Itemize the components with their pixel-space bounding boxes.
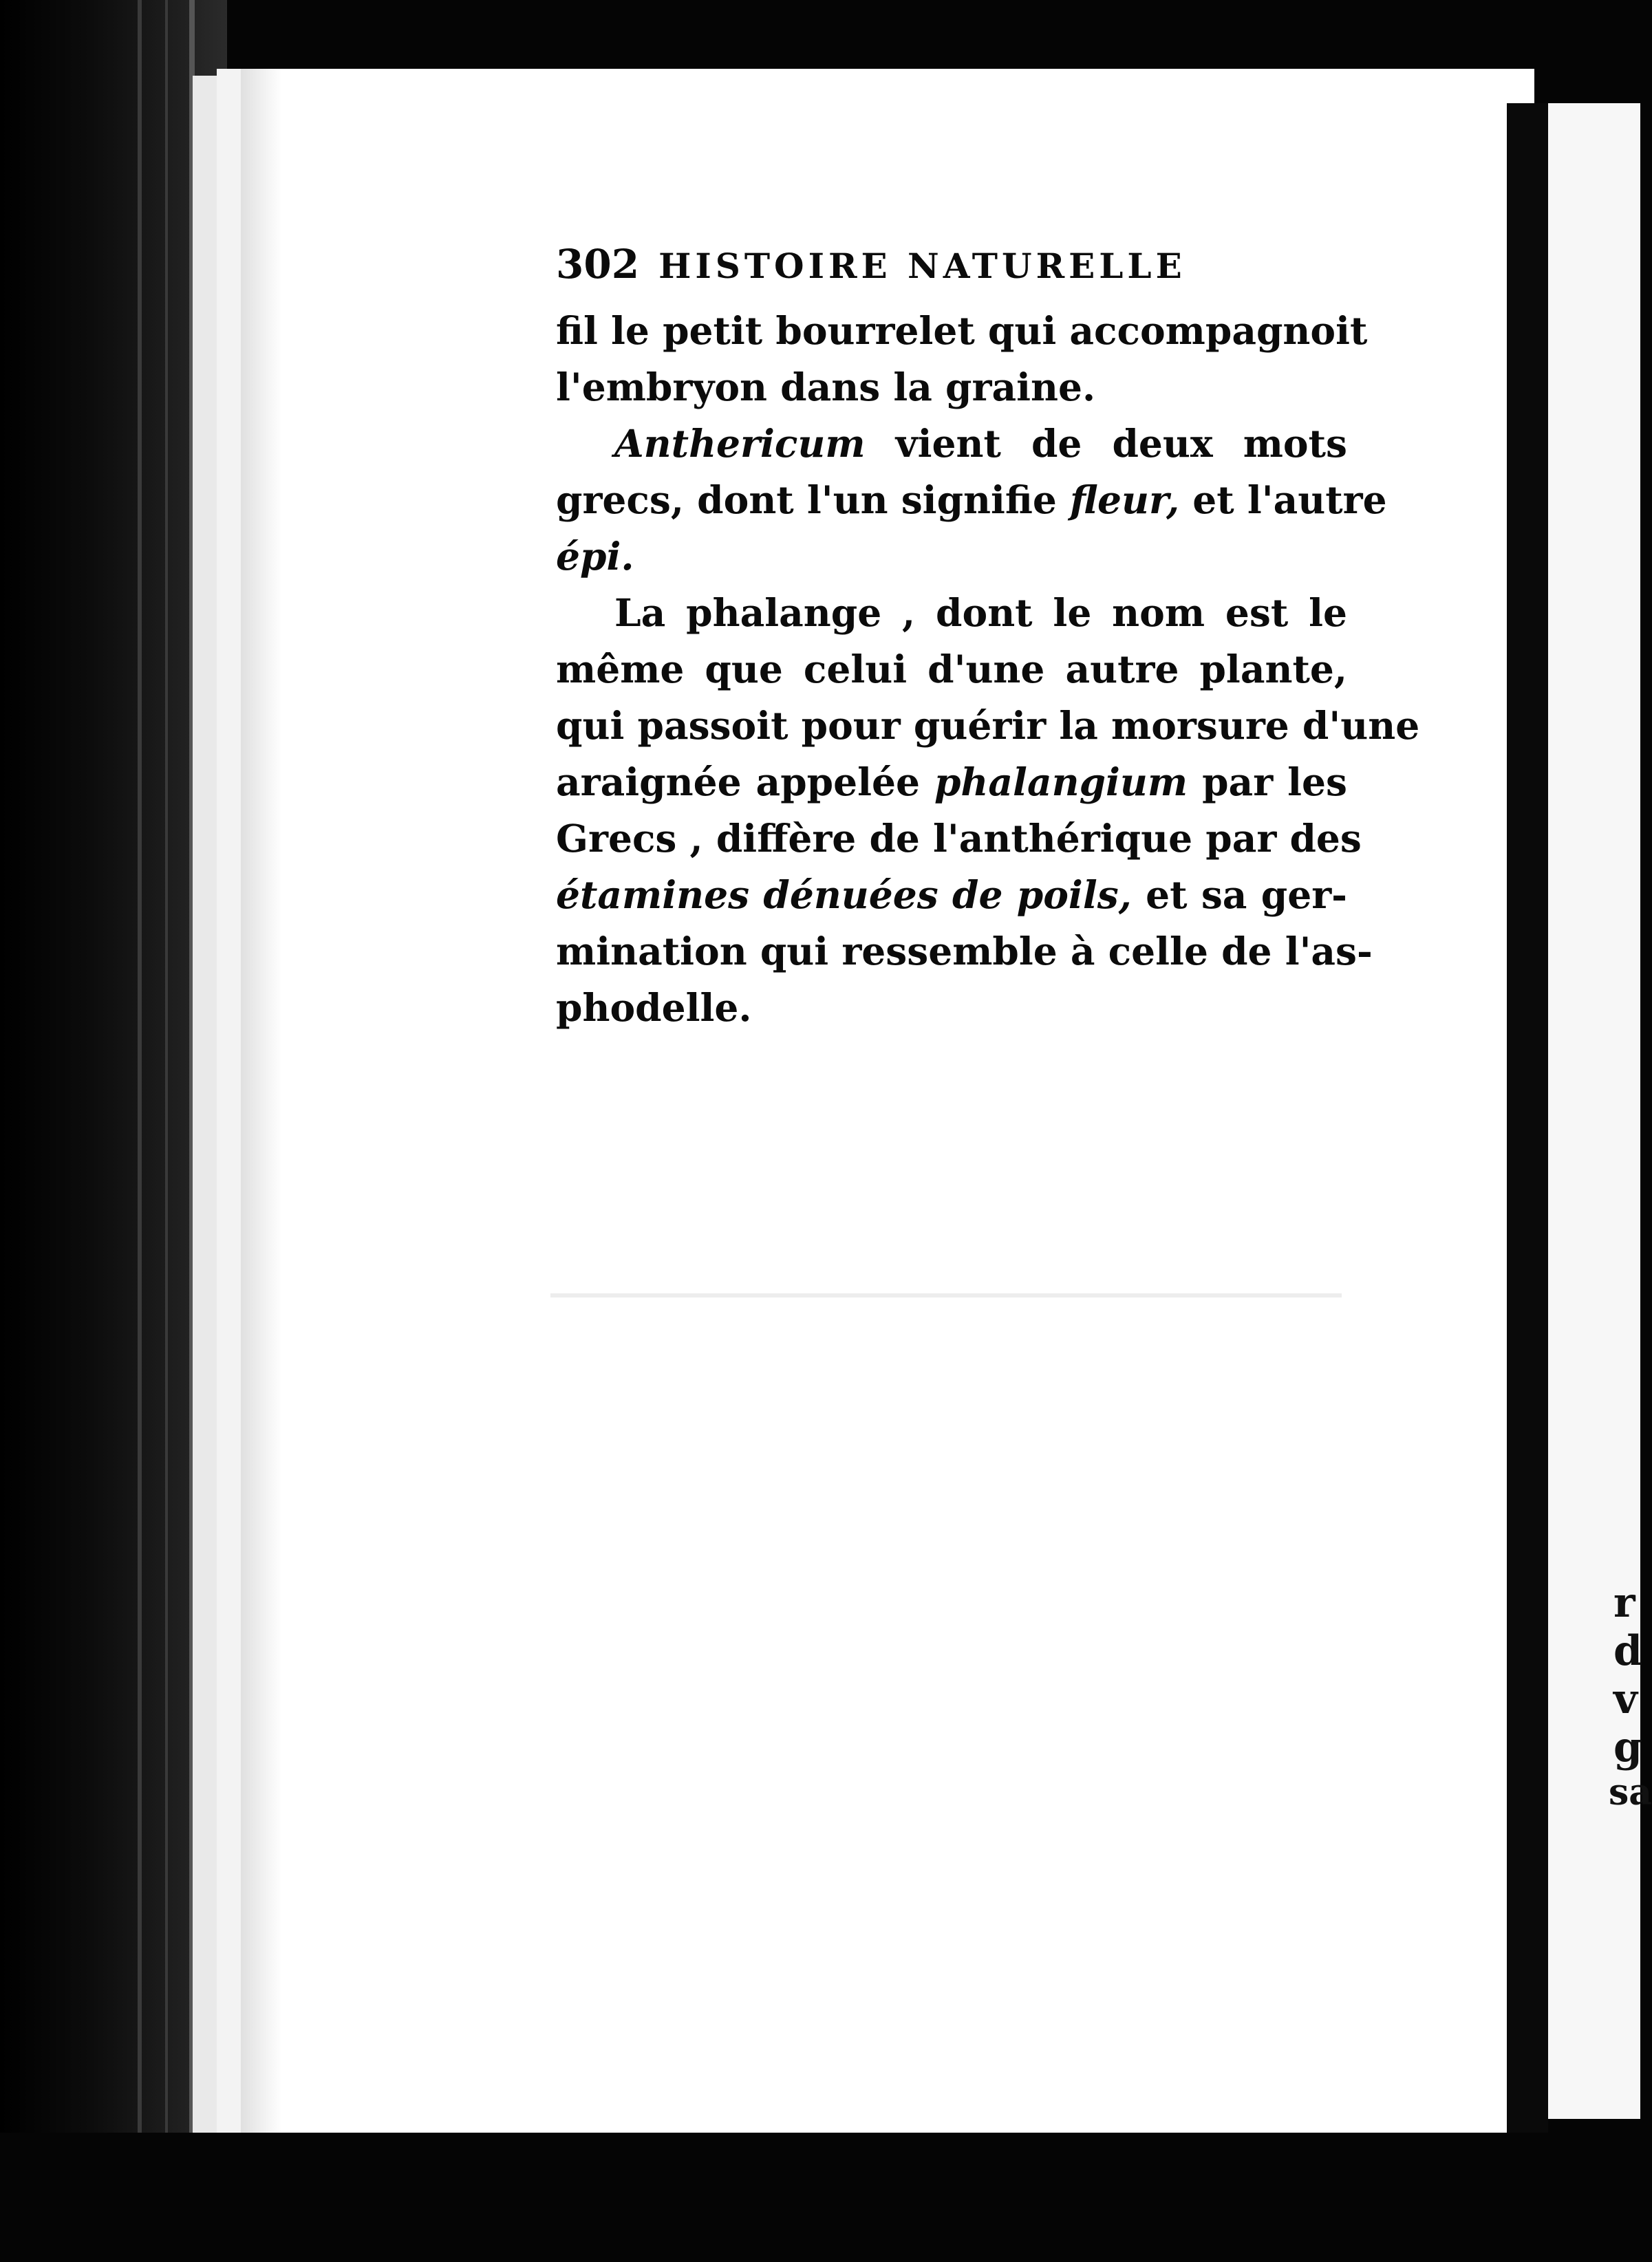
italic-term: Anthericum [614, 421, 866, 466]
text-line: phodelle. [556, 985, 752, 1030]
bleed-through [550, 1369, 1342, 1410]
text-line: Grecs , diffère de l'anthérique par des [556, 816, 1362, 861]
text-line: même que celui d'une autre plante, [556, 647, 1347, 691]
page-shadow [241, 69, 282, 2133]
text-line: fil le petit bourrelet qui accompagnoit [556, 308, 1368, 353]
facing-page-fragment: r [1613, 1579, 1635, 1627]
bleed-through-rule [550, 1293, 1342, 1339]
binding-streak [138, 0, 142, 2262]
text-line: qui passoit pour guérir la morsure d'une [556, 703, 1420, 748]
facing-page-fragment: d [1613, 1627, 1642, 1675]
italic-term: phalangium [934, 760, 1188, 804]
running-header [556, 241, 1347, 303]
italic-term: étamines dénuées de poils, [556, 872, 1132, 917]
text-line: épi. [556, 534, 634, 579]
text-line: étamines dénuées de poils, et sa ger- [556, 872, 1347, 917]
page-number: 302 [556, 241, 640, 288]
facing-page [1548, 103, 1652, 2119]
text-line: grecs, dont l'un signifie fleur, et l'autre [556, 477, 1387, 522]
text-line: araignée appelée phalangium par les [556, 760, 1347, 804]
facing-page-fragment: g [1613, 1723, 1642, 1771]
text-line: La phalange , dont le nom est le [614, 590, 1347, 635]
text-line: l'embryon dans la graine. [556, 365, 1096, 409]
text-line: Anthericum vient de deux mots [614, 421, 1347, 466]
running-title: HISTOIRE NATURELLE [658, 246, 1186, 286]
italic-term: fleur, [1070, 477, 1180, 522]
scan-background [0, 2133, 1640, 2262]
text-line: mination qui ressemble à celle de l'as- [556, 929, 1373, 973]
facing-page-fragment: v [1613, 1675, 1638, 1723]
binding-streak [165, 0, 168, 2262]
page-gutter [1507, 103, 1548, 2133]
facing-page-fragment: sa [1609, 1771, 1652, 1813]
page-text-block [556, 241, 1420, 1036]
